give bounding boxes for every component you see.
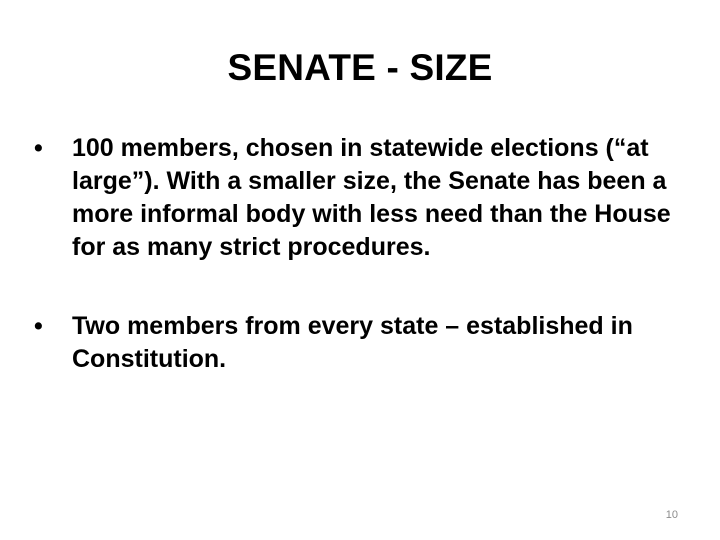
- bullet-text: Two members from every state – established in Constitution.: [72, 312, 633, 373]
- bullet-list: [34, 132, 694, 376]
- bullet-marker: •: [34, 134, 43, 162]
- bullet-item: [34, 310, 694, 376]
- bullet-item: [34, 132, 694, 264]
- bullet-marker: •: [34, 312, 43, 340]
- bullet-text: 100 members, chosen in statewide elections (“at large”). With a smaller size, the Senate has been a more informal body with less need than the House for as many strict procedures.: [72, 134, 671, 261]
- slide-title: SENATE - SIZE: [227, 47, 493, 88]
- slide-number: 10: [665, 509, 678, 521]
